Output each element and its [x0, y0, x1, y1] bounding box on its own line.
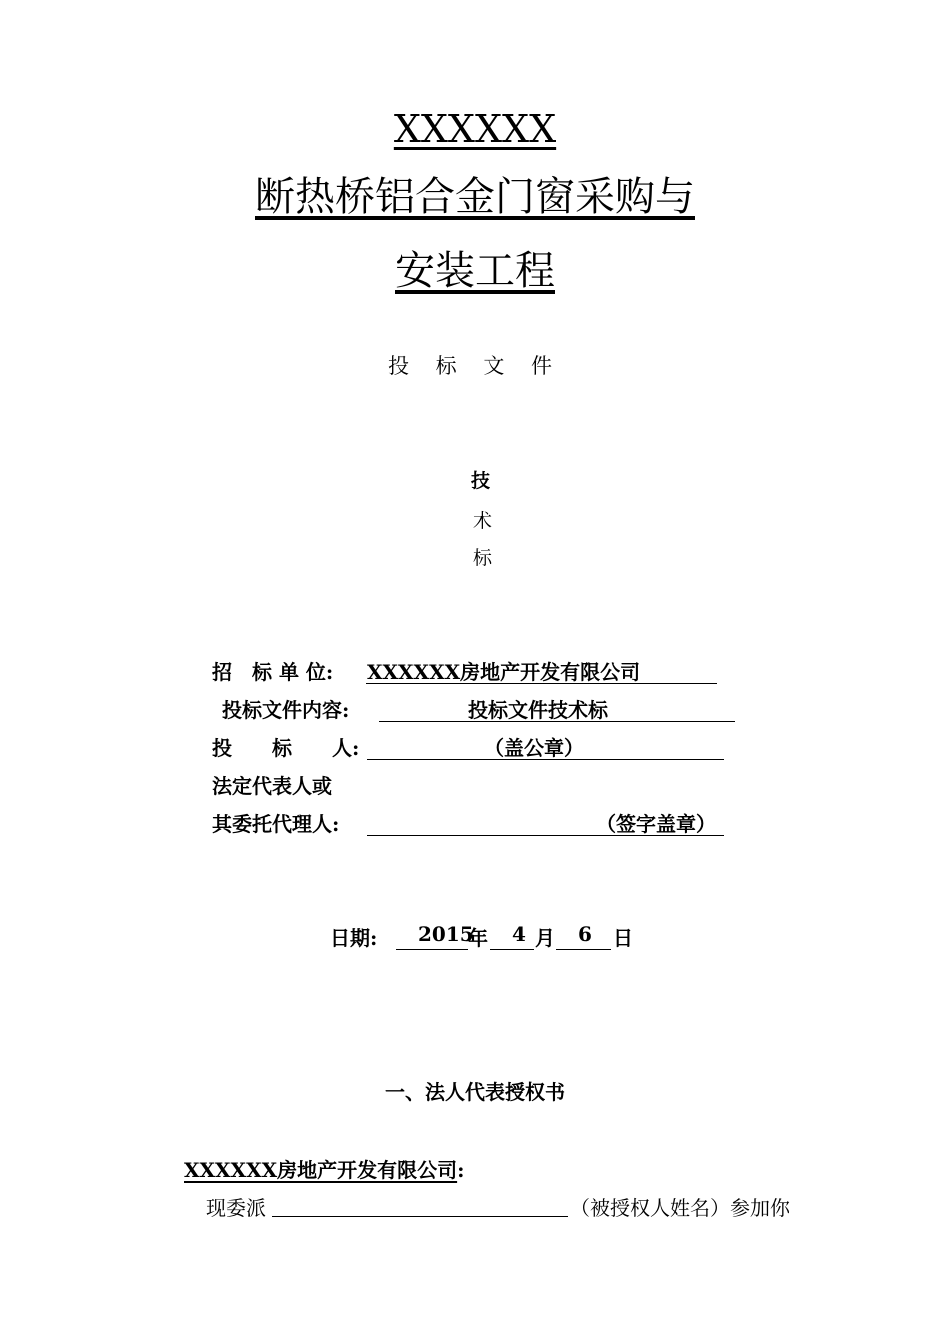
agent-underline: [367, 835, 724, 836]
document-subtitle: 投 标 文 件: [387, 354, 563, 378]
body-prefix: 现委派: [206, 1196, 266, 1220]
content-label: 投标文件内容:: [222, 698, 350, 722]
agent-value: （签字盖章）: [596, 812, 716, 836]
addressee-line: [184, 1154, 465, 1183]
content-value: 投标文件技术标: [468, 698, 608, 722]
date-day-unit: 日: [613, 926, 633, 950]
date-day-underline: [556, 949, 611, 950]
tender-unit-value: XXXXXX房地产开发有限公司: [367, 660, 641, 684]
vertical-char-1: 技: [471, 470, 491, 492]
date-label: 日期:: [330, 926, 378, 950]
date-year-unit: 年: [468, 926, 488, 950]
vertical-char-2: 术: [473, 510, 493, 532]
title-line-2: 断热桥铝合金门窗采购与: [255, 174, 695, 220]
legal-rep-label: 法定代表人或: [212, 774, 332, 798]
content-underline: [379, 721, 735, 722]
bidder-label: 投 标 人:: [212, 736, 360, 760]
section-heading: 一、法人代表授权书: [385, 1080, 565, 1104]
bidder-underline: [367, 759, 724, 760]
title-line-1: XXXXXX: [393, 107, 557, 151]
tender-unit-underline: [366, 683, 717, 684]
addressee-colon: :: [457, 1158, 465, 1182]
title-line-3: 安装工程: [395, 248, 555, 294]
authorized-person-underline: [272, 1216, 568, 1217]
addressee-name: XXXXXX房地产开发有限公司: [184, 1158, 458, 1182]
agent-label: 其委托代理人:: [212, 812, 340, 836]
body-suffix: （被授权人姓名）参加你: [570, 1196, 790, 1220]
date-month: 4: [512, 922, 526, 946]
date-year: 2015: [418, 922, 474, 946]
bidder-value: （盖公章）: [484, 736, 584, 760]
date-year-underline: [396, 949, 468, 950]
date-month-underline: [490, 949, 534, 950]
date-day: 6: [578, 922, 592, 946]
tender-unit-label: 招 标 单 位:: [212, 660, 334, 684]
date-month-unit: 月: [535, 926, 555, 950]
vertical-char-3: 标: [473, 547, 493, 569]
